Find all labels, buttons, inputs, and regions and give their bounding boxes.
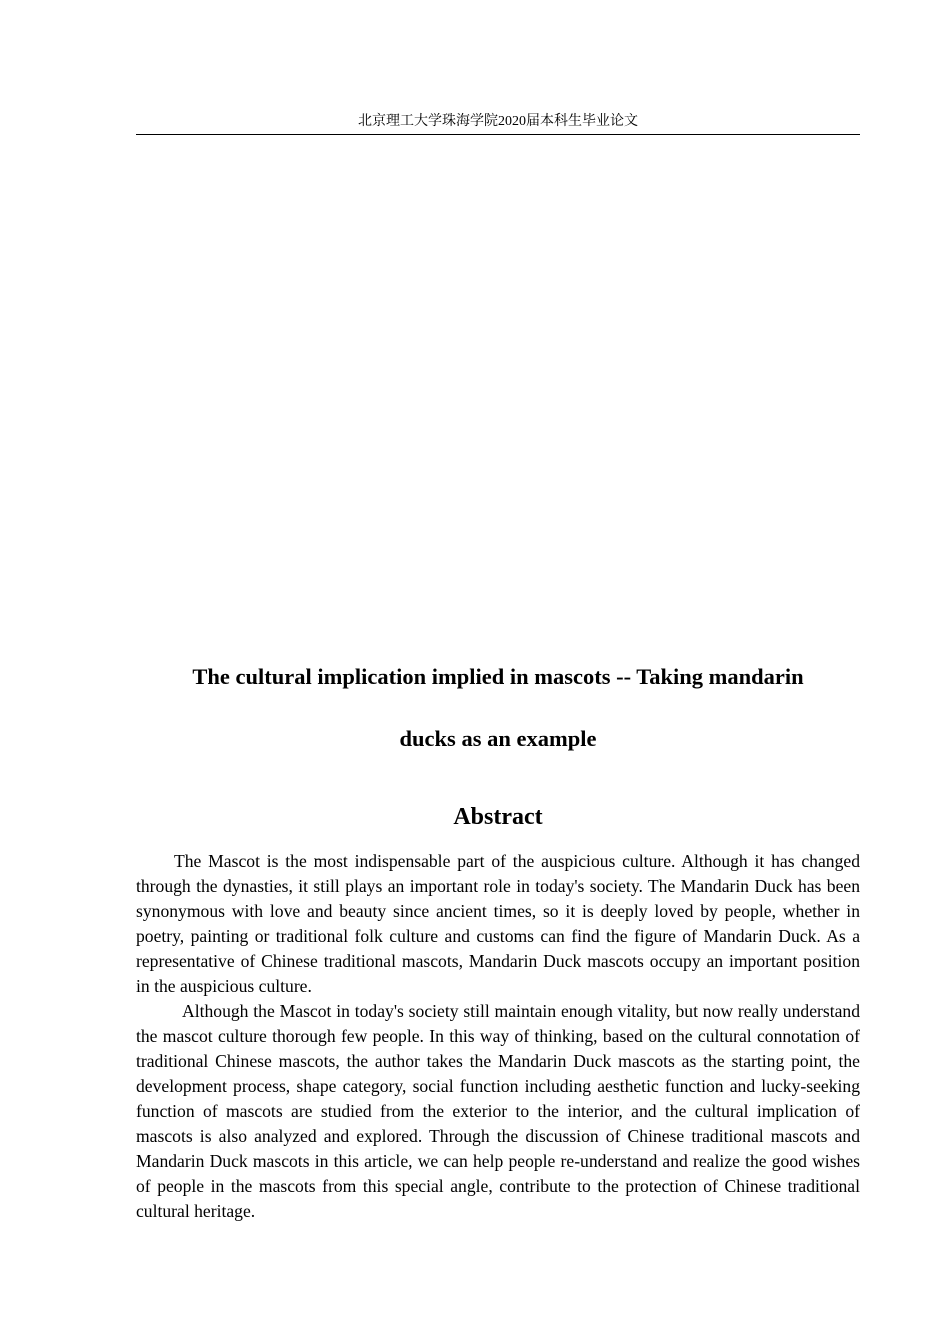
thesis-title-line-2: ducks as an example bbox=[399, 726, 597, 751]
abstract-paragraph-1: The Mascot is the most indispensable part of the auspicious culture. Although it has changed through the dynasties, it still plays an important role in today's society. The Mandarin Duck has been synonymous with love and beauty since ancient times, so it is deeply loved by people, whether in poetry, painting or traditional folk culture and customs can find the figure of Mandarin Duck. As a representative of Chinese traditional mascots, Mandarin Duck mascots occupy an important position in the auspicious culture. bbox=[136, 851, 860, 996]
thesis-title-line-1: The cultural implication implied in mascots -- Taking mandarin bbox=[192, 664, 804, 689]
abstract-heading: Abstract bbox=[453, 804, 543, 830]
abstract-body bbox=[136, 849, 860, 1224]
running-header bbox=[136, 112, 860, 135]
abstract-paragraph-2: Although the Mascot in today's society still maintain enough vitality, but now really understand the mascot culture thorough few people. In this way of thinking, based on the cultural connotation of traditional Chinese mascots, the author takes the Mandarin Duck mascots as the starting point, the development process, shape category, social function including aesthetic function and lucky-seeking function of mascots are studied from the exterior to the interior, and the cultural implication of mascots is also analyzed and explored. Through the discussion of Chinese traditional mascots and Mandarin Duck mascots in this article, we can help people re-understand and realize the good wishes of people in the mascots from this special angle, contribute to the protection of Chinese traditional cultural heritage. bbox=[136, 1001, 860, 1221]
thesis-title bbox=[136, 646, 860, 770]
running-header-text: 北京理工大学珠海学院2020届本科生毕业论文 bbox=[358, 114, 638, 129]
